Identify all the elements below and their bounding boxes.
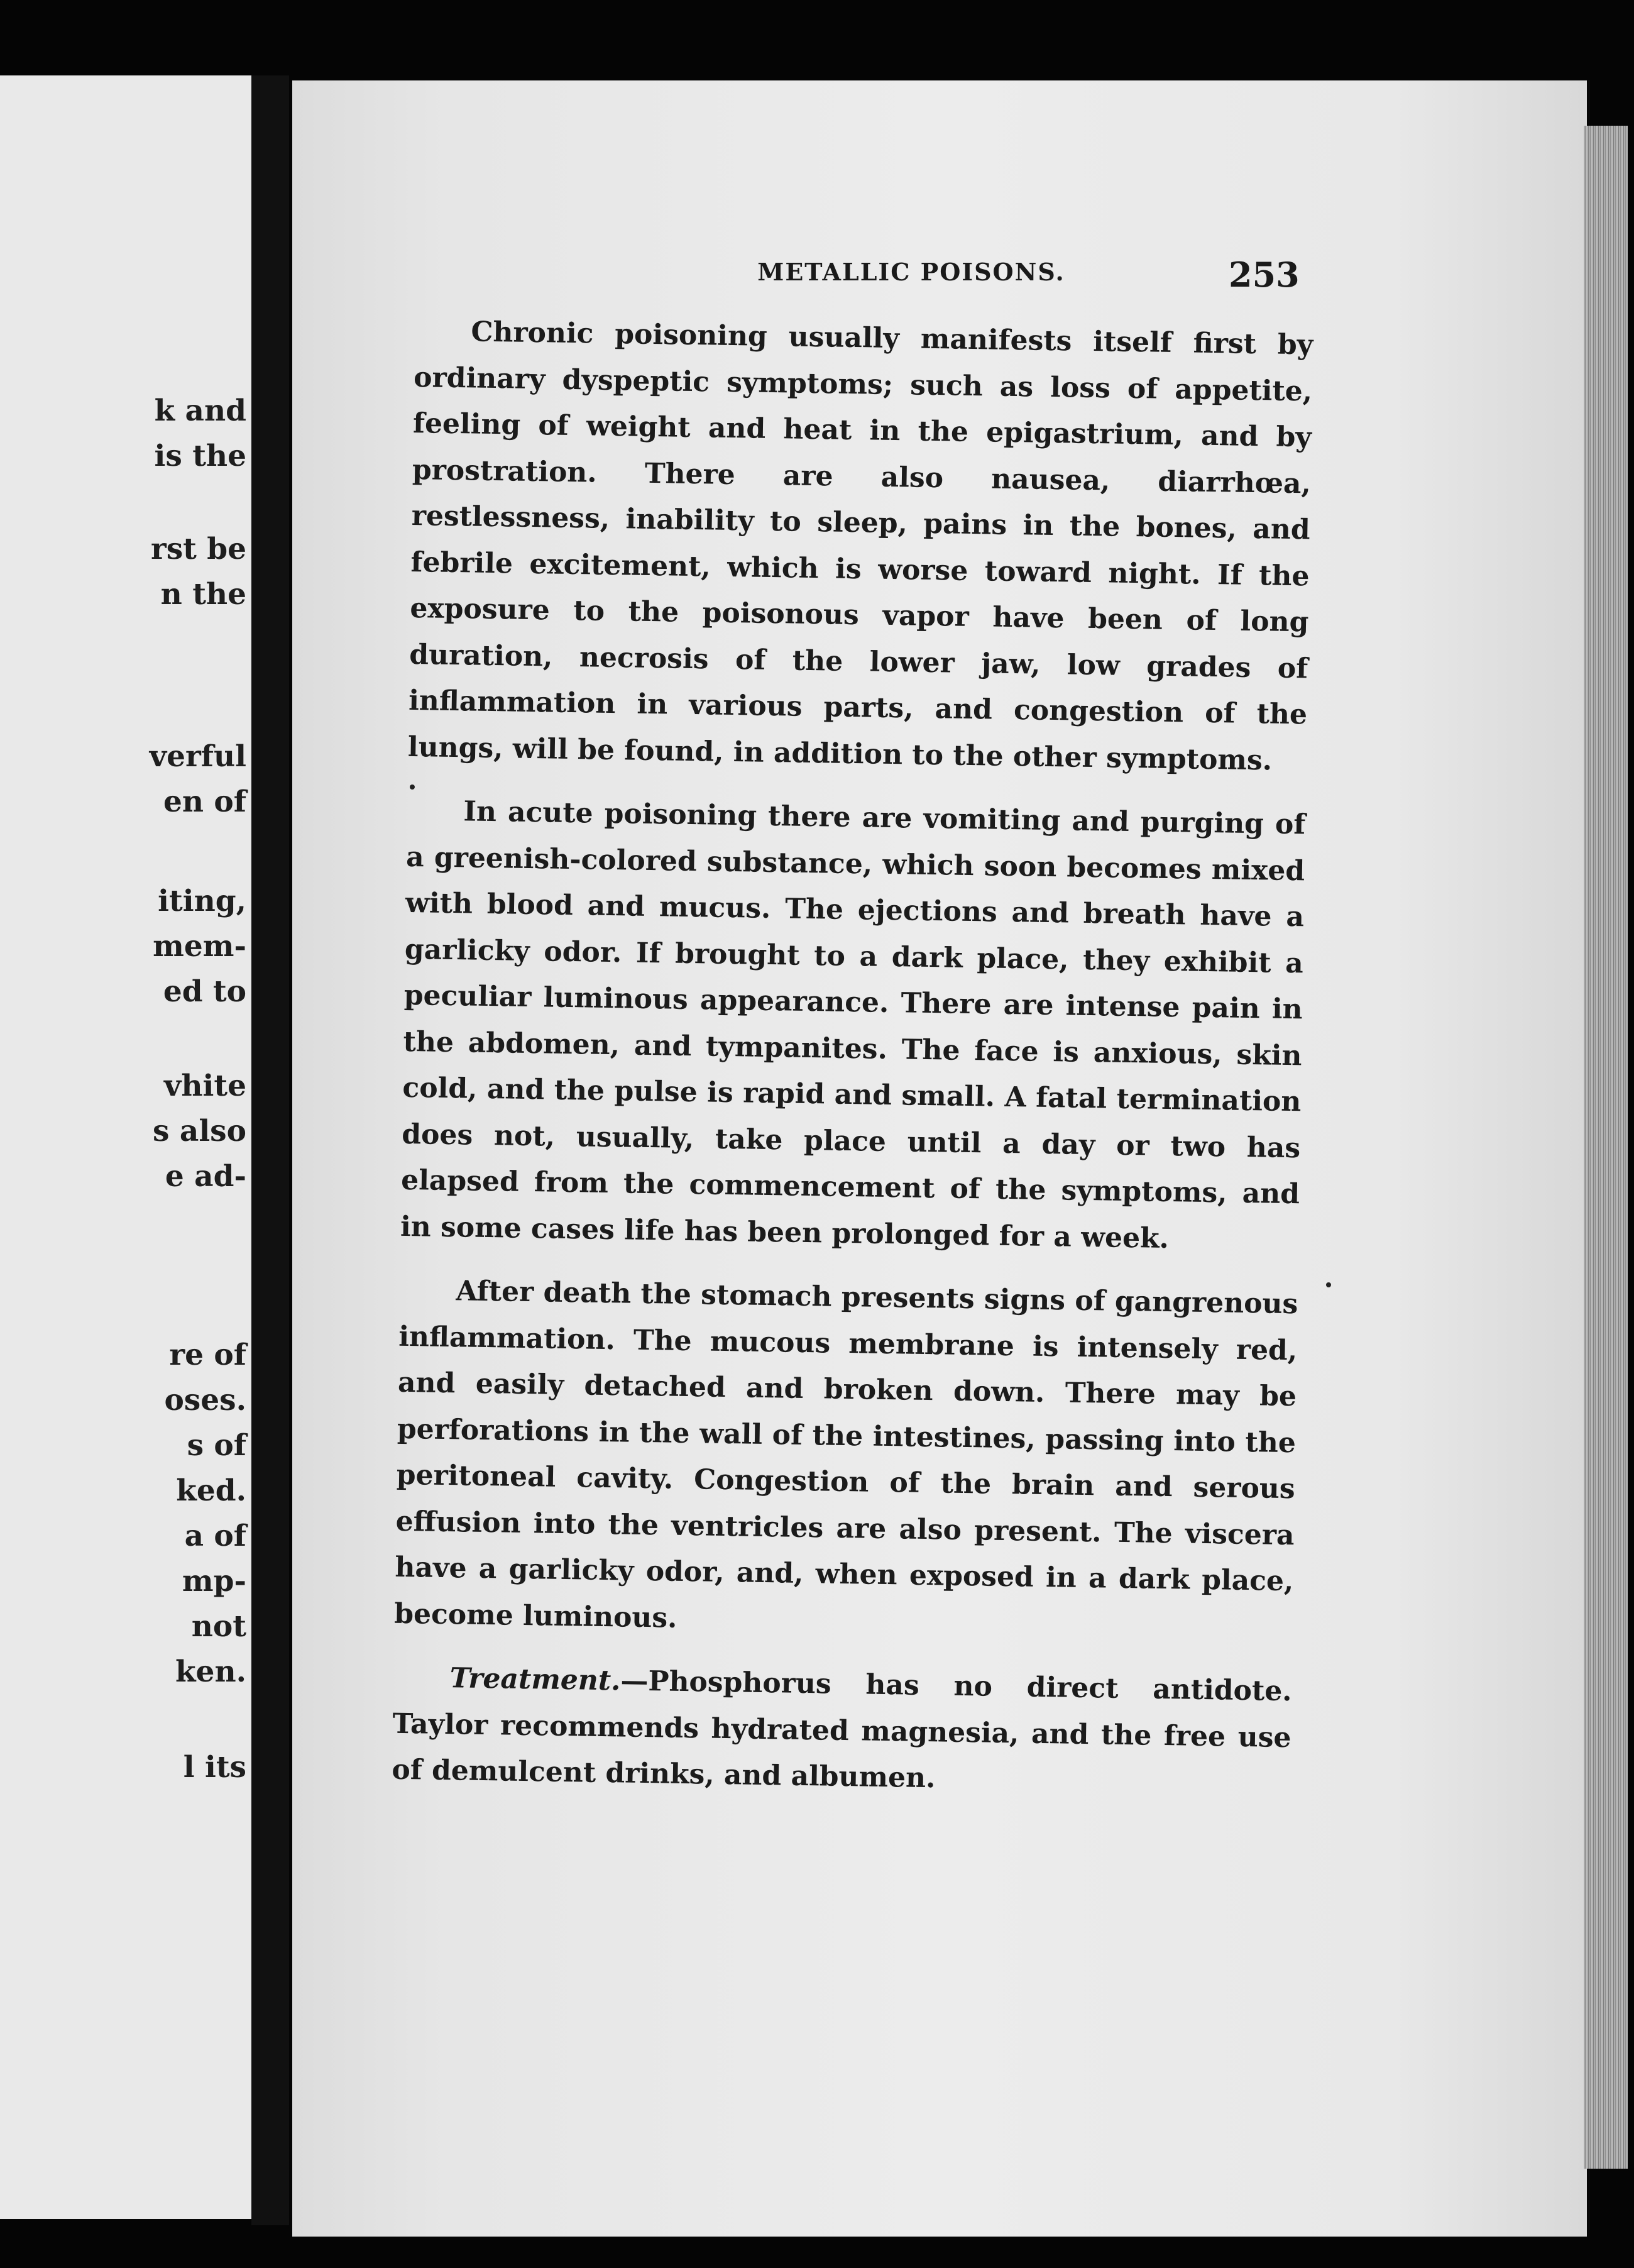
left-page-fragment: oses. (164, 1383, 246, 1418)
left-page-fragment: ken. (175, 1654, 246, 1689)
left-page-fragment: is the (154, 439, 246, 473)
left-page-fragment: ked. (176, 1473, 246, 1508)
treatment-heading: Treatment. (449, 1662, 621, 1697)
left-page-fragment: a of (184, 1519, 246, 1553)
margin-dot (1326, 1282, 1331, 1287)
left-page-fragment: en of (163, 784, 246, 819)
paragraph-acute-poisoning: In acute poisoning there are vomiting and purging of a greenish-colored substance, which soon becomes mixed with blood and mucus. The ejections and breath have a garlicky odor. If brought to a dark place, they exhibit a peculiar luminous appearance. There are intense pain in the abdomen, and tympanites. The face is anxious, skin cold, and the pulse is rapid and small. A fatal termination does not, usually, take place until a day or two has elapsed from the commencement of the symptoms, and in some cases life has been prolonged for a week. (400, 795, 1306, 1255)
left-page-fragment: k and (154, 394, 246, 428)
paragraph-chronic-poisoning: Chronic poisoning usually manifests itself first by ordinary dyspeptic symptoms; such as loss of appetite, feeling of weight and heat in the epigastrium, and by prostration. There are also nausea, diarrhœa, restlessness, inability to sleep, pains in the bones, and febrile excitement, which is worse toward night. If the exposure to the poisonous vapor have been of long duration, necrosis of the lower jaw, low grades of inflammation in various parts, and congestion of the lungs, will be found, in addition to the other symptoms. (407, 316, 1313, 777)
left-page-fragment: mem- (153, 929, 246, 964)
left-page-fragment: re of (169, 1338, 246, 1372)
left-page-fragment: s also (153, 1114, 246, 1148)
left-page-fragment: mp- (182, 1564, 246, 1599)
left-page-fragment: e ad- (165, 1159, 246, 1194)
left-facing-page (0, 75, 251, 2219)
body-text (391, 308, 1313, 1825)
left-page-fragment: rst be (150, 532, 246, 566)
left-page-fragment: vhite (164, 1069, 246, 1103)
page-number: 253 (1229, 255, 1300, 295)
left-page-fragment: l its (183, 1750, 246, 1785)
left-page-fragment: ed to (163, 974, 246, 1009)
left-page-fragment: not (191, 1609, 246, 1644)
paragraph-after-death: After death the stomach presents signs of gangrenous inflammation. The mucous membrane is intensely red, and easily detached and broken down. There may be perforations in the wall of the intestines, passing into the peritoneal cavity. Congestion of the brain and serous effusion into the ventricles are also present. The viscera have a garlicky odor, and, when exposed in a dark place, become luminous. (393, 1275, 1298, 1634)
treatment-dash: — (620, 1665, 649, 1698)
binding-gutter (251, 75, 289, 2225)
left-page-fragment: verful (149, 739, 246, 774)
left-page-fragment: n the (160, 577, 246, 612)
treatment-text: Phosphorus has no direct antidote. Taylor recommends hydrated magnesia, and the free use of demulcent drinks, and albumen. (392, 1665, 1293, 1795)
page-edge-stack (1584, 126, 1628, 2169)
running-head: METALLIC POISONS. (757, 258, 1065, 286)
left-page-fragment: iting, (158, 884, 246, 918)
paragraph-treatment (392, 1654, 1292, 1807)
left-page-fragment: s of (187, 1428, 246, 1463)
